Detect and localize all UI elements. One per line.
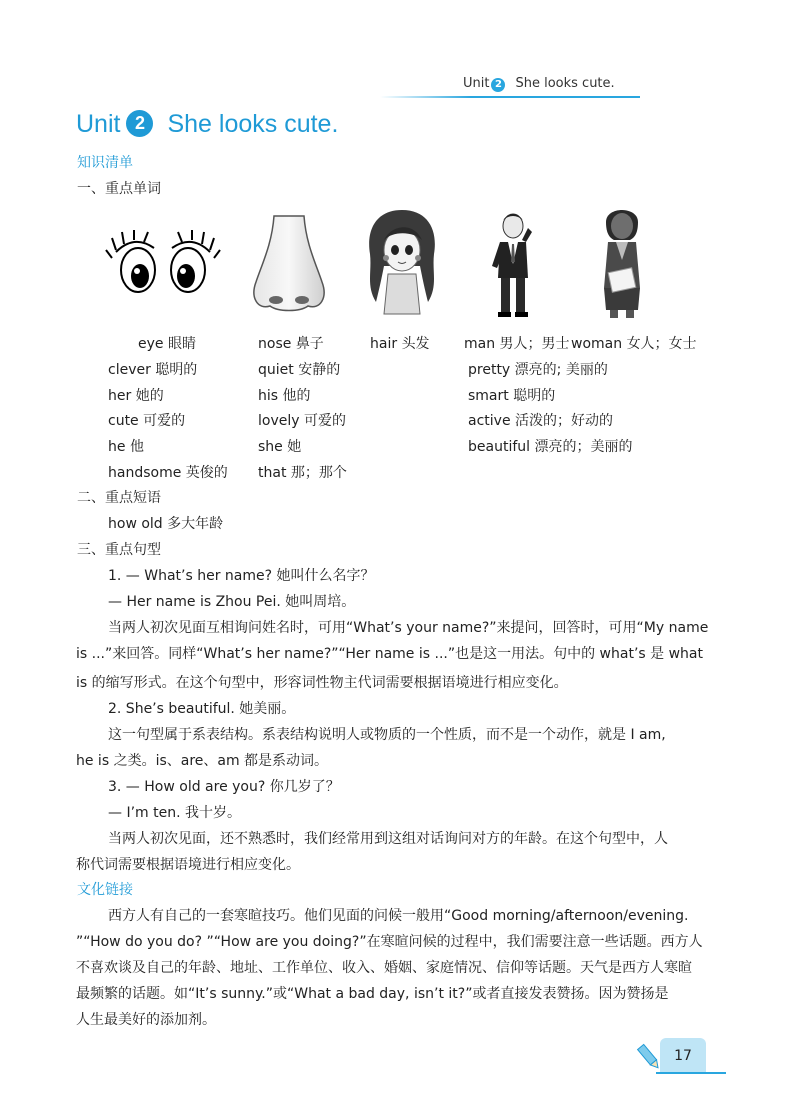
unit-number-badge: 2 — [126, 110, 153, 137]
sentence-1-question: 1. — What’s her name? 她叫什么名字？ — [108, 568, 375, 584]
sentence-3-note-line: 当两人初次见面，还不熟悉时，我们经常用到这组对话询问对方的年龄。在这个句型中，人 — [108, 831, 668, 847]
word-en: man — [464, 336, 496, 352]
word-zh: 可爱的 — [303, 413, 346, 429]
section-knowledge-list: 知识清单 — [77, 155, 133, 171]
section-culture-link: 文化链接 — [77, 882, 133, 898]
word-she — [258, 436, 301, 456]
word-smart — [468, 385, 555, 405]
word-pretty — [468, 359, 608, 379]
word-en: lovely — [258, 413, 300, 429]
word-en: cute — [108, 413, 139, 429]
running-header — [463, 76, 615, 92]
nose-illustration — [248, 214, 330, 314]
sentence-3-answer: — I’m ten. 我十岁。 — [108, 805, 241, 821]
section-key-phrases: 二、重点短语 — [77, 490, 161, 506]
culture-line: 西方人有自己的一套寒暄技巧。他们见面的问候一般用“Good morning/afternoon/evening. — [108, 908, 689, 924]
word-zh: 活泼的；好动的 — [515, 413, 614, 429]
word-zh: 漂亮的；美丽的 — [534, 439, 633, 455]
section-key-sentences: 三、重点句型 — [77, 542, 161, 558]
sentence-1-note-line: 当两人初次见面互相询问姓名时，可用“What’s your name?”来提问，回答时，可用“My name — [108, 620, 709, 636]
word-zh: 眼睛 — [167, 336, 196, 352]
word-en: eye — [138, 336, 164, 352]
word-en: beautiful — [468, 439, 531, 455]
phrase-how-old: how old 多大年龄 — [108, 516, 224, 532]
pencil-icon — [636, 1042, 662, 1072]
word-man — [464, 333, 570, 353]
sentence-3-note-line: 称代词需要根据语境进行相应变化。 — [76, 857, 300, 873]
word-zh: 男人；男士 — [499, 336, 570, 352]
word-hair — [370, 333, 430, 353]
word-en: smart — [468, 388, 509, 404]
culture-line: 最频繁的话题。如“It’s sunny.”或“What a bad day, isn’t it?”或者直接发表赞扬。因为赞扬是 — [76, 986, 669, 1002]
word-his — [258, 385, 311, 405]
word-zh: 她的 — [135, 388, 164, 404]
word-zh: 头发 — [401, 336, 430, 352]
word-quiet — [258, 359, 340, 379]
header-rule — [380, 96, 640, 98]
word-her — [108, 385, 164, 405]
word-zh: 那；那个 — [290, 465, 347, 481]
word-en: handsome — [108, 465, 182, 481]
word-woman — [571, 333, 697, 353]
header-unit-word: Unit — [463, 76, 490, 91]
word-zh: 可爱的 — [143, 413, 186, 429]
sentence-2: 2. She’s beautiful. 她美丽。 — [108, 701, 296, 717]
word-active — [468, 410, 613, 430]
word-zh: 他的 — [282, 388, 311, 404]
page-number: 17 — [674, 1048, 692, 1064]
sentence-1-answer: — Her name is Zhou Pei. 她叫周培。 — [108, 594, 356, 610]
sentence-1-note-line: is ...”来回答。同样“What’s her name?”“Her name is ...”也是这一用法。句中的 what’s 是 what — [76, 646, 703, 662]
sentence-2-note-line: 这一句型属于系表结构。系表结构说明人或物质的一个性质，而不是一个动作，就是 I am, — [108, 727, 666, 743]
word-zh: 他 — [129, 439, 144, 455]
word-eye — [138, 333, 196, 353]
unit-word: Unit — [76, 110, 121, 138]
word-en: his — [258, 388, 279, 404]
word-handsome — [108, 462, 228, 482]
word-zh: 女人；女士 — [626, 336, 697, 352]
unit-title-text: She looks cute. — [167, 110, 339, 138]
header-unit-number: 2 — [491, 78, 505, 92]
unit-title — [76, 110, 338, 139]
sentence-2-note-line: he is 之类。is、are、am 都是系动词。 — [76, 753, 329, 769]
word-nose — [258, 333, 324, 353]
word-en: pretty — [468, 362, 511, 378]
sentence-1-note-line: is 的缩写形式。在这个句型中，形容词性物主代词需要根据语境进行相应变化。 — [76, 675, 568, 691]
culture-line: 人生最美好的添加剂。 — [76, 1012, 216, 1028]
woman-illustration — [594, 204, 650, 320]
word-zh: 她 — [287, 439, 302, 455]
word-en: her — [108, 388, 132, 404]
section-key-words: 一、重点单词 — [77, 181, 161, 197]
word-en: active — [468, 413, 511, 429]
header-title: She looks cute. — [515, 76, 615, 91]
word-lovely — [258, 410, 346, 430]
page-number-rule — [656, 1072, 726, 1074]
word-en: quiet — [258, 362, 294, 378]
culture-line: ”“How do you do? ”“How are you doing?”在寒暄问候的过程中，我们需要注意一些话题。西方人 — [76, 934, 703, 950]
word-zh: 英俊的 — [185, 465, 228, 481]
eyes-illustration — [104, 228, 222, 308]
word-that — [258, 462, 347, 482]
word-zh: 鼻子 — [295, 336, 324, 352]
word-zh: 聪明的 — [513, 388, 556, 404]
word-en: clever — [108, 362, 151, 378]
girl-hair-illustration — [362, 206, 442, 318]
word-zh: 漂亮的; 美丽的 — [514, 362, 608, 378]
word-en: that — [258, 465, 287, 481]
man-illustration — [488, 208, 538, 320]
word-en: nose — [258, 336, 292, 352]
word-he — [108, 436, 144, 456]
word-en: hair — [370, 336, 398, 352]
sentence-3-question: 3. — How old are you? 你几岁了？ — [108, 779, 340, 795]
word-en: he — [108, 439, 126, 455]
word-zh: 聪明的 — [155, 362, 198, 378]
word-cute — [108, 410, 185, 430]
word-beautiful — [468, 436, 632, 456]
word-en: woman — [571, 336, 623, 352]
word-en: she — [258, 439, 283, 455]
word-zh: 安静的 — [298, 362, 341, 378]
culture-line: 不喜欢谈及自己的年龄、地址、工作单位、收入、婚姻、家庭情况、信仰等话题。天气是西方人寒暄 — [76, 960, 692, 976]
word-clever — [108, 359, 197, 379]
